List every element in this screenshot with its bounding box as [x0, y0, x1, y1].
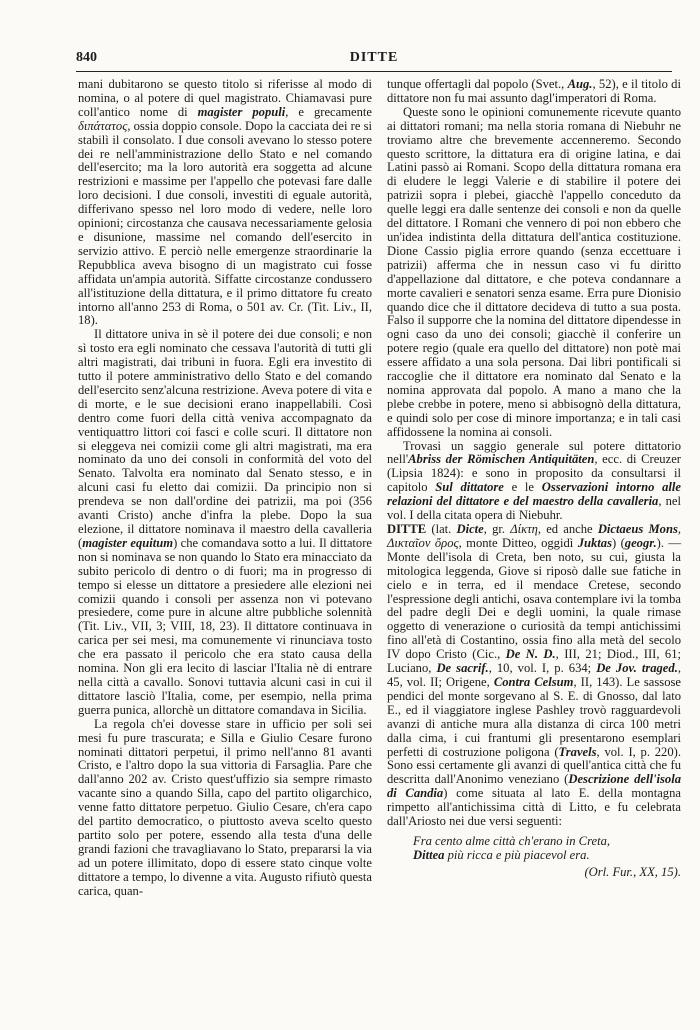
text-run: tunque offertagli dal popolo (Svet.,	[387, 77, 568, 91]
text-run: Trovasi un saggio generale sul potere dittatorio nell'	[387, 438, 681, 467]
verse-line: Fra cento alme città ch'erano in Creta,	[413, 833, 611, 848]
text-run: , ecc. di Creuzer (Lipsia 1824): e sono in proposito da consultarsi il capitolo	[387, 452, 681, 495]
paragraph	[387, 78, 681, 106]
citation-term: Descrizione dell'isola di Candia	[387, 772, 682, 801]
greek-term: Δικταῖον ὄρος	[387, 535, 459, 550]
text-run: , vol. I, p. 220). Sono essi certamente gli avanzi di quell'antica città che fu descritta dall'Anonimo veneziano (	[387, 744, 681, 787]
verse-quote	[413, 835, 681, 880]
text-run: (lat.	[426, 522, 457, 536]
text-run: , monte Ditteo, oggidì	[458, 535, 578, 550]
modern-name: Juktas	[577, 535, 612, 550]
right-column	[387, 78, 681, 880]
text-run: mani dubitarono se questo titolo si riferisse al modo di nomina, o al potere di quel magistrato. Chiamavasi pure coll'antico nome di	[78, 77, 372, 119]
text-run: , III, 21; Diod., III, 61; Luciano,	[387, 647, 681, 676]
latin-term: Dicte	[456, 522, 484, 536]
citation-term: De Jov. traged.	[596, 661, 678, 676]
text-run: , e grecamente	[285, 104, 372, 119]
page-number: 840	[76, 50, 97, 65]
text-run: , 52), e il titolo di dittatore non fu mai assunto dagl'imperatori di Roma.	[387, 77, 681, 105]
citation-term: De sacrif.	[436, 661, 489, 676]
text-run: , 10, vol. I, p. 634;	[488, 661, 597, 676]
greek-term: διπάτατος	[78, 118, 128, 133]
text-run: ,	[677, 522, 682, 536]
text-run: ) (	[611, 535, 625, 550]
latin-term: magister populi	[197, 104, 286, 119]
paragraph: Queste sono le opinioni comunemente ricevute quanto ai dittatori romani; ma nella storia romana di Niebuhr ne troviamo altre che brevemente accenneremo. Secondo questo scrittore, la dittatura era di origine latina, e dai Latini passò ai Romani. Scopo della dittatura romana era di eludere le leggi Valerie e di stabilire il potere dei patrizii sopra i plebei, giacchè l'appello conceduto da quelle leggi era dalle sentenze dei consoli e non da quelle del dittatore. I Romani che vennero di poi non ebbero che un'idea indistinta della dittatura dell'antica costituzione. Dione Cassio piglia errore quando (senza eccettuare i patrizii) afferma che in nessun caso vi fu diritto d'appellazione dal dittatore, e che poteva condannare a morte cavalieri e senatori senza esame. Erra pure Dionisio quando dice che il dittatore decideva di tutto a sua posta. Falso il supporre che la nomina del dittatore dipendesse in ogni caso da uno dei consoli; giacchè il conferire un potere regio (quale era quello del dittatore) non potè mai essere affidato a una sola persona. Dai libri pontificali si raccoglie che il dittatore era nominato dal Senato e la nomina approvata dal popolo. A mano a mano che la plebe crebbe in potere, meno si abbisognò della dittatura, e quindi solo per cose di minore importanza; e in tali casi affidossene la nomina ai consoli.	[387, 104, 681, 439]
citation-term: Travels	[558, 744, 597, 759]
text-run: , 45, vol. II; Origene,	[387, 661, 681, 689]
text-run: , ossia doppio console. Dopo la cacciata dei re si stabilì il consolato. I due consoli avevano lo stesso potere dei re nell'amministrazione dello Stato e nel comando dell'esercito; ma la loro autorità era soggetta ad alcune restrizioni e massime per l'appello che potevasi fare dalle loro decisioni. I due consoli, investiti di eguale autorità, differivano spesso nel loro modo di vedere, nelle loro opinioni; circostanza che causava necessariamente gelosia e disunione, massime nel comando dell'esercito in servizio attivo. E perciò nelle emergenze straordinarie la Repubblica aveva bisogno di un magistrato cui fosse affidata un'ampia autorità. Siffatte circostanze condussero all'istituzione della dittatura, e il primo dittatore fu creato intorno all'anno 253 di Roma, o 501 av. Cr. (Tit. Liv., II, 18).	[78, 118, 372, 328]
paragraph: La regola ch'ei dovesse stare in ufficio per soli sei mesi fu pure trascurata; e Silla e Giulio Cesare furono nominati dittatori perpetui, il primo nell'anno 81 avanti Cristo, e l'altro dopo la sua vittoria di Farsaglia. Pare che dall'anno 202 av. Cristo quest'uffizio sia sempre rimasto vacante sino a quando Silla, capo del partito oligarchico, venne fatto dittatore perpetuo. Giulio Cesare, ch'era capo del partito democratico, o piuttosto aveva scelto questo partito solo per potere, essendo alla testa d'una delle grandi fazioni che travagliavano lo Stato, prepararsi la via ad un potere illimitato, dopo di essere stato cinque volte dittatore a tempo, lo divenne a vita. Augusto rifiutò questa carica, quan-	[78, 716, 372, 898]
citation-term: Contra Celsum	[493, 674, 574, 689]
citation-term: Aug.	[567, 77, 593, 91]
latin-term: magister equitum	[82, 535, 174, 550]
entry-headword: DITTE	[387, 522, 427, 536]
verse-line	[413, 849, 681, 863]
category-abbrev: geogr.	[624, 535, 657, 550]
dictionary-entry	[387, 523, 681, 829]
chapter-title: Osservazioni intorno alle relazioni del dittatore e del maestro della cavalleria	[387, 480, 682, 509]
book-title: Abriss der Römischen Antiquitäten	[408, 452, 595, 467]
page-title: DITTE	[349, 50, 399, 65]
paragraph	[78, 78, 372, 328]
text-run: ) che comandava sotto a lui. Il dittatore non si nominava se non quando lo Stato era minacciato da subito pericolo di dentro o di fuori; ma in progresso di tempo si elesse un dittatore a presiedere alle elezioni nei comizii quando i consoli per assenza non vi potevano presiedere, come pure in alcune altre pubbliche solennità (Tit. Liv., VII, 3; VIII, 18, 23). Il dittatore continuava in carica per sei mesi, ma comunemente vi rinunciava tosto che era passato il pericolo che era stato causa della nomina. Non gli era lecito di lasciar l'Italia nè di entrare nella città a cavallo. Sonovi tuttavia alcuni casi in cui il dittatore lasciò l'Italia, come, per esempio, nella prima guerra punica, allorchè un dittatore comandava in Sicilia.	[78, 535, 372, 717]
text-run: più ricca e più piacevol era.	[444, 847, 590, 862]
text-run: , nel vol. I della citata opera di Niebuhr.	[387, 494, 681, 523]
text-run: , gr.	[483, 522, 511, 536]
paragraph	[387, 440, 681, 523]
greek-term: Δίκτη	[510, 522, 538, 536]
latin-term: Dictaeus Mons	[597, 522, 678, 536]
text-run: , ed anche	[537, 522, 598, 536]
paragraph	[78, 328, 372, 717]
text-run: ) come situata al lato E. della montagna rimpetto all'antichissima città di Litto, e fu celebrata dall'Ariosto nei due versi seguenti:	[387, 786, 681, 829]
text-run: , II, 143). Le sassose pendici del monte sorgevano al S. E. di Gnosso, dal lato E., ed il viaggiatore inglese Pashley trovò ragguardevoli avanzi di antiche mura alla distanza di circa 100 metri dalla cima, i cui frantumi gli presentarono esemplari perfetti di costruzione poligona (	[387, 674, 681, 759]
chapter-title: Sul dittatore	[435, 480, 504, 495]
left-column	[78, 78, 372, 898]
citation-term: De N. D.	[505, 647, 556, 662]
text-run: ). — Monte dell'isola di Creta, ben noto, su cui, giusta la mitologica leggenda, Giove si riposò dalle sue fatiche in cielo e in terra, ed il mendace Cretese, secondo l'espressione degli antichi, osava contemplare ivi la tomba del padre degli Dei e degli uomini, la quale rimase oggetto di venerazione o curiosità da tempi antichissimi fino all'età di Costantino, ossia fino alla metà del secolo IV dopo Cristo (Cic.,	[387, 535, 681, 662]
text-run: Il dittatore univa in sè il potere dei due consoli; e non sì tosto era egli nominato che cessava l'autorità di tutti gli altri magistrati, dai tribuni in fuora. Egli era investito di tutto il potere amministrativo dello Stato e del comando dell'esercito senz'alcuna restrizione. Aveva potere di vita e di morte, e le sue decisioni erano inappellabili. Così dentro come fuori della città veniva accompagnato da ventiquattro littori coi fasci e colle scuri. Il dittatore non si eleggeva nei comizii come gli altri magistrati, ma era nominato da uno dei consoli in conformità del voto del Senato. Talvolta era nominato dal Senato stesso, e in alcuni casi fu eletto dai comizii. Da principio non si prendeva se non dall'ordine dei patrizii, ma poi (356 avanti Cristo) anche d'infra la plebe. Dopo la sua elezione, il dittatore nominava il maestro della cavalleria (	[78, 327, 372, 550]
verse-emphasis: Dittea	[413, 847, 445, 862]
text-run: e le	[503, 480, 542, 495]
verse-citation: (Orl. Fur., XX, 15).	[584, 864, 681, 879]
header-rule	[76, 71, 672, 72]
running-head	[76, 50, 672, 70]
